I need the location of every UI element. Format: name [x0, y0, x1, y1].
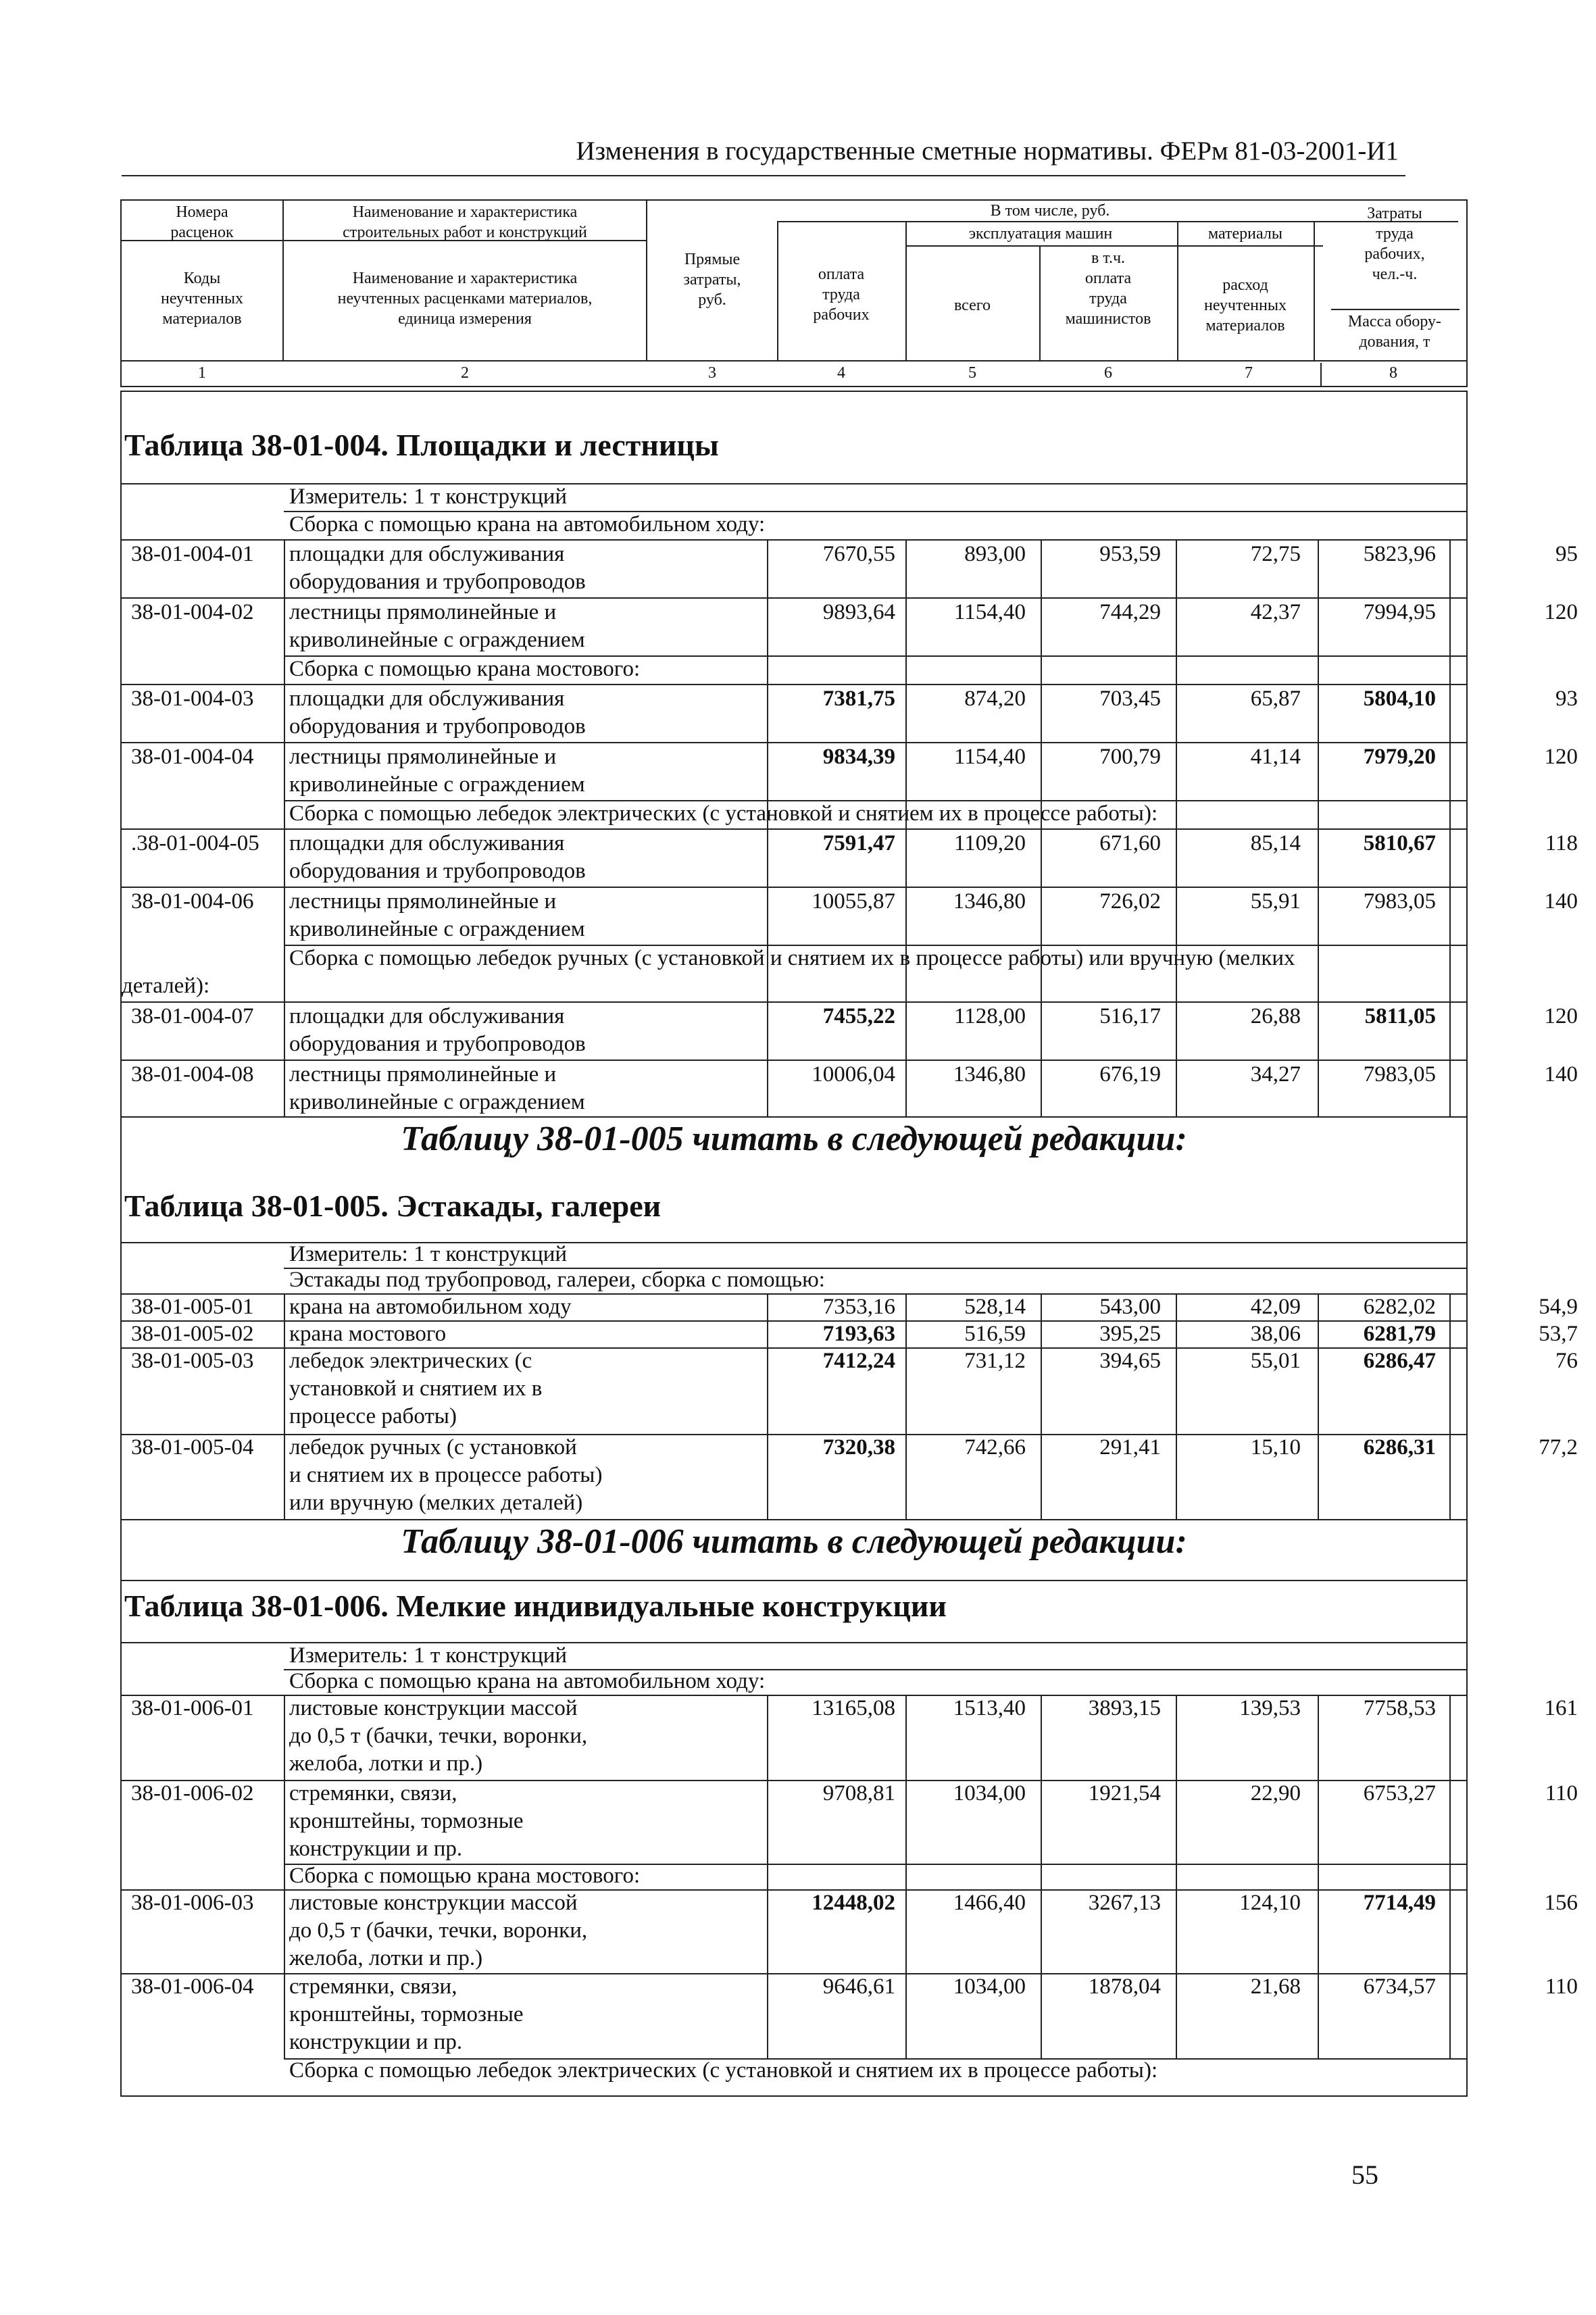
table-006-unit: Измеритель: 1 т конструкций [289, 1643, 568, 1668]
col2-header-top: Наименование и характеристика строительных работ и конструкций [343, 203, 587, 241]
col-number-8: 8 [1389, 364, 1397, 382]
table-006-group-1: Сборка с помощью крана на автомобильном ходу: [289, 1669, 766, 1693]
table-004-group-2: Сборка с помощью крана мостового: [289, 657, 641, 681]
table-005-unit: Измеритель: 1 т конструкций [289, 1242, 568, 1266]
table-004-group-1: Сборка с помощью крана на автомобильном ходу: [289, 512, 766, 537]
materials-header: материалы [1207, 225, 1282, 243]
table-006-title: Таблица 38-01-006. Мелкие индивидуальные конструкции [124, 1589, 947, 1623]
table-004-group-3: Сборка с помощью лебедок электрических (с установкой и снятием их в процессе работы): [289, 801, 1158, 826]
col-number-1: 1 [198, 364, 206, 382]
col-number-7: 7 [1245, 364, 1253, 382]
redaction-note-005: Таблицу 38-01-005 читать в следующей редакции: [401, 1120, 1187, 1158]
col-number-6: 6 [1104, 364, 1112, 382]
header-text: Изменения в государственные сметные нормативы. ФЕРм 81-03-2001-И1 [576, 136, 1399, 166]
table-004-group-4: Сборка с помощью лебедок ручных (с установкой и снятием их в процессе работы) или вручную (мелких деталей): [122, 946, 1295, 998]
document-header [122, 132, 1405, 176]
rates-table: Таблица 38-01-004. Площадки и лестницы Измеритель: 1 т конструкций Сборка с помощью крана на автомобильном ходу: 38-01-004-01 площадки для обслуживания оборудования и трубопроводов 7670,55 893,00 953,59 72,75 5823,96 95 38-01-004-02 лестницы прямолинейные и криволинейные с ограждением 9893,64 1154,40 744,29 42,37 7994,95 120 Сборка с помощью крана мостового: 38-01-004-03 площадки для обслуживания оборудования и трубопроводов 7381,75 874,20 703,45 65,87 5804,10 93 38-01-004-04 лестницы прямолинейные и криволинейные с ограждением 9834,39 1154,40 700,79 41,14 7979,20 120 Сборка с помощью лебедок электрических (с установкой и снятием их в процессе работы): .38-01-004-05 площадки для обслуживания оборудования и трубопроводов 7591,47 1109,20 671,60 85,14 5810,67 118 38-01-004-06 лестницы прямолинейные и криволинейные с ограждением 10055,87 1346,80 726,02 55,91 7983,05 140 Сборка с помощью лебедок ручных (с установкой и снятием их в процессе работы) или вручную (мелких деталей): 38-01-004-07 площадки для обслуживания оборудования и трубопроводов 7455,22 1128,00 516,17 26,88 5811,05 120 38-01-004-08 лестницы прямолинейные и криволинейные с ограждением 10006,04 1346,80 676,19 34,27 7983,05 140 Таблицу 38-01-005 читать в следующей редакции: Таблица 38-01-005. Эстакады, галереи Измеритель: 1 т конструкций Эстакады под трубопровод, галереи, сборка с помощью: 38-01-005-01 крана на автомобильном ходу 7353,16 528,14 543,00 42,09 6282,02 54,9 38-01-005-02 крана мостового 7193,63 516,59 395,25 38,06 6281,79 53,7 38-01-005-03 лебедок электрических (с установкой и снятием их в процессе работы) 7412,24 731,12 394,65 55,01 6286,47 76 38-01-005-04 лебедок ручных (с установкой и снятием их в процессе работы) или вручную (мелких деталей) 7320,38 742,66 291,41 15,10 6286,31 77,2 Таблицу 38-01-006 читать в следующей редакции: Таблица 38-01-006. Мелкие индивидуальные конструкции Измеритель: 1 т конструкций Сборка с помощью крана на автомобильном ходу: 38-01-006-01 листовые конструкции массой до 0,5 т (бачки, течки, воронки, желоба, лотки и пр.) 13165,08 1513,40 3893,15 139,53 7758,53 161 38-01-006-02 стремянки, связи, кронштейны, тормозные конструкции и пр. 9708,81 1034,00 1921,54 22,90 6753,27 110 Сборка с помощью крана мостового: 38-01-006-03 листовые конструкции массой до 0,5 т (бачки, течки, воронки, желоба, лотки и пр.) 12448,02 1466,40 3267,13 124,10 7714,49 156 38-01-006-04 стремянки, связи, кронштейны, тормозные конструкции и пр. 9646,61 1034,00 1878,04 21,68 6734,57 110 Сборка с помощью лебедок электрических (с установкой и снятием их в процессе работы): [120, 391, 1468, 2097]
col-number-4: 4 [837, 364, 845, 382]
col3-header: Прямые затраты, руб. [683, 251, 741, 309]
page-number: 55 [1351, 2160, 1378, 2190]
redaction-note-006: Таблицу 38-01-006 читать в следующей редакции: [401, 1522, 1187, 1561]
table-005-title: Таблица 38-01-005. Эстакады, галереи [124, 1189, 662, 1223]
table-004-title: Таблица 38-01-004. Площадки и лестницы [124, 428, 719, 462]
col-number-3: 3 [708, 364, 716, 382]
group-header: В том числе, руб. [990, 202, 1110, 220]
col7-header: расход неучтенных материалов [1204, 276, 1287, 334]
col8-header-top: Затраты труда рабочих, чел.-ч. [1364, 205, 1425, 283]
table-006-group-2: Сборка с помощью крана мостового: [289, 1864, 641, 1888]
col5-header: всего [953, 297, 991, 314]
col-number-5: 5 [968, 364, 976, 382]
col1-header-top: Номера расценок [170, 203, 234, 241]
col4-header: оплата труда рабочих [813, 266, 870, 324]
table-004-unit: Измеритель: 1 т конструкций [289, 484, 568, 509]
col1-header-bottom: Коды неучтенных материалов [161, 270, 243, 328]
machines-header: эксплуатация машин [968, 225, 1113, 243]
col-number-2: 2 [461, 364, 469, 382]
table-006-group-3: Сборка с помощью лебедок электрических (с установкой и снятием их в процессе работы): [289, 2058, 1158, 2083]
col2-header-bottom: Наименование и характеристика неучтенных расценками материалов, единица измерения [337, 270, 593, 328]
column-header-table [120, 199, 1468, 387]
col8-header-bottom: Масса обору- дования, т [1347, 313, 1442, 351]
col6-header: в т.ч. оплата труда машинистов [1065, 249, 1151, 328]
table-005-group-1: Эстакады под трубопровод, галереи, сборка с помощью: [289, 1268, 825, 1292]
